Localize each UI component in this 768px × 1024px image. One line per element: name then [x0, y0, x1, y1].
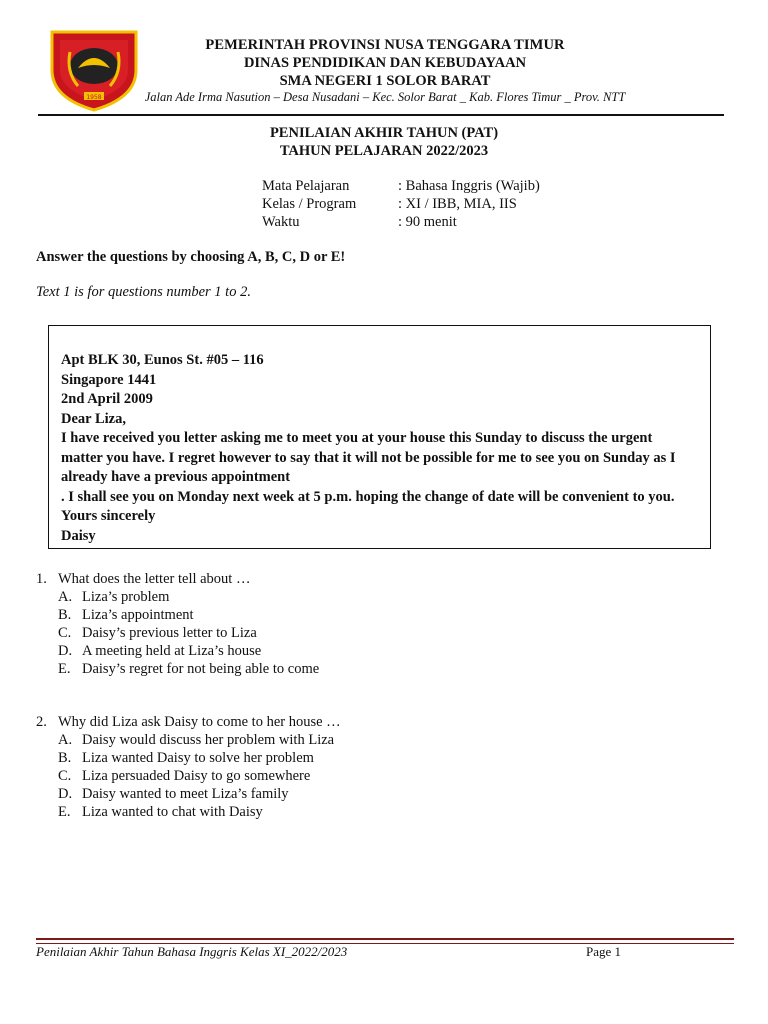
letter-line: Dear Liza, [61, 410, 126, 427]
letter-line: I have received you letter asking me to meet you at your house this Sunday to discuss the urgent [61, 430, 653, 446]
option-e [58, 660, 319, 678]
option-key: E. [58, 804, 71, 820]
page-number: Page 1 [586, 944, 622, 959]
option-a [58, 731, 341, 749]
option-text: Daisy would discuss her problem with Liza [82, 732, 335, 748]
option-text: Daisy’s previous letter to Liza [82, 625, 257, 641]
option-key: A. [58, 589, 73, 605]
option-key: E. [58, 661, 71, 677]
crest-year: 1958 [86, 94, 102, 101]
info-value: : 90 menit [398, 214, 457, 230]
letter-line: Daisy [61, 527, 96, 544]
option-c [58, 624, 319, 642]
option-key: A. [58, 732, 73, 748]
school-crest-logo [48, 26, 140, 112]
exam-info-table [262, 177, 540, 231]
option-text: Liza’s appointment [82, 607, 194, 623]
question-text: What does the letter tell about … [58, 571, 251, 587]
option-text: A meeting held at Liza’s house [82, 643, 262, 659]
option-key: D. [58, 786, 73, 802]
info-row-time [262, 213, 540, 231]
question-text: Why did Liza ask Daisy to come to her house … [58, 714, 341, 730]
footer-document-title: Penilaian Akhir Tahun Bahasa Inggris Kelas XI_2022/2023 [36, 944, 348, 959]
info-key: Kelas / Program [262, 196, 357, 212]
question-number: 1. [36, 571, 47, 587]
question-number: 2. [36, 714, 47, 730]
option-key: C. [58, 625, 72, 641]
option-key: B. [58, 750, 72, 766]
info-value: : Bahasa Inggris (Wajib) [398, 178, 540, 194]
question-1 [36, 570, 319, 678]
option-b [58, 749, 341, 767]
text-note: Text 1 is for questions number 1 to 2. [36, 284, 251, 300]
question-2 [36, 713, 341, 821]
letter-line: 2nd April 2009 [61, 391, 153, 407]
option-key: C. [58, 768, 72, 784]
info-key: Mata Pelajaran [262, 178, 350, 194]
option-text: Liza wanted Daisy to solve her problem [82, 750, 314, 766]
option-c [58, 767, 341, 785]
option-b [58, 606, 319, 624]
instructions: Answer the questions by choosing A, B, C, D or E! [36, 249, 346, 265]
letter-line: Apt BLK 30, Eunos St. #05 – 116 [61, 352, 264, 368]
letter-line: matter you have. I regret however to say that it will not be possible for me to see you on Sunday as I [61, 449, 676, 466]
option-text: Daisy’s regret for not being able to come [82, 661, 320, 677]
option-text: Liza wanted to chat with Daisy [82, 804, 263, 820]
option-key: D. [58, 643, 73, 659]
letter-body [61, 351, 709, 546]
letter-line: Yours sincerely [61, 508, 156, 524]
school-name: SMA NEGERI 1 SOLOR BARAT [279, 73, 491, 89]
option-e [58, 803, 341, 821]
letter-line: Singapore 1441 [61, 371, 157, 388]
letter-line: already have a previous appointment [61, 469, 291, 485]
question-stem [36, 713, 341, 731]
government-header: PEMERINTAH PROVINSI NUSA TENGGARA TIMUR [205, 37, 565, 53]
info-row-subject [262, 177, 540, 195]
department-header: DINAS PENDIDIKAN DAN KEBUDAYAAN [243, 55, 527, 71]
option-text: Daisy wanted to meet Liza’s family [82, 786, 289, 802]
option-key: B. [58, 607, 72, 623]
option-text: Liza’s problem [82, 589, 170, 605]
option-d [58, 785, 341, 803]
footer-rule-thick [36, 938, 734, 940]
info-value: : XI / IBB, MIA, IIS [398, 196, 517, 212]
exam-title: PENILAIAN AKHIR TAHUN (PAT) [269, 125, 499, 141]
option-a [58, 588, 319, 606]
option-text: Liza persuaded Daisy to go somewhere [82, 768, 311, 784]
school-address: Jalan Ade Irma Nasution – Desa Nusadani – Kec. Solor Barat _ Kab. Flores Timur _ Prov. NTT [144, 90, 626, 104]
option-d [58, 642, 319, 660]
info-row-class [262, 195, 540, 213]
letter-box [48, 325, 711, 549]
question-stem [36, 570, 319, 588]
letter-line: . I shall see you on Monday next week at 5 p.m. hoping the change of date will be convenient to you. [61, 488, 675, 505]
header-divider [38, 114, 724, 116]
info-key: Waktu [262, 214, 300, 230]
school-year: TAHUN PELAJARAN 2022/2023 [279, 143, 489, 159]
